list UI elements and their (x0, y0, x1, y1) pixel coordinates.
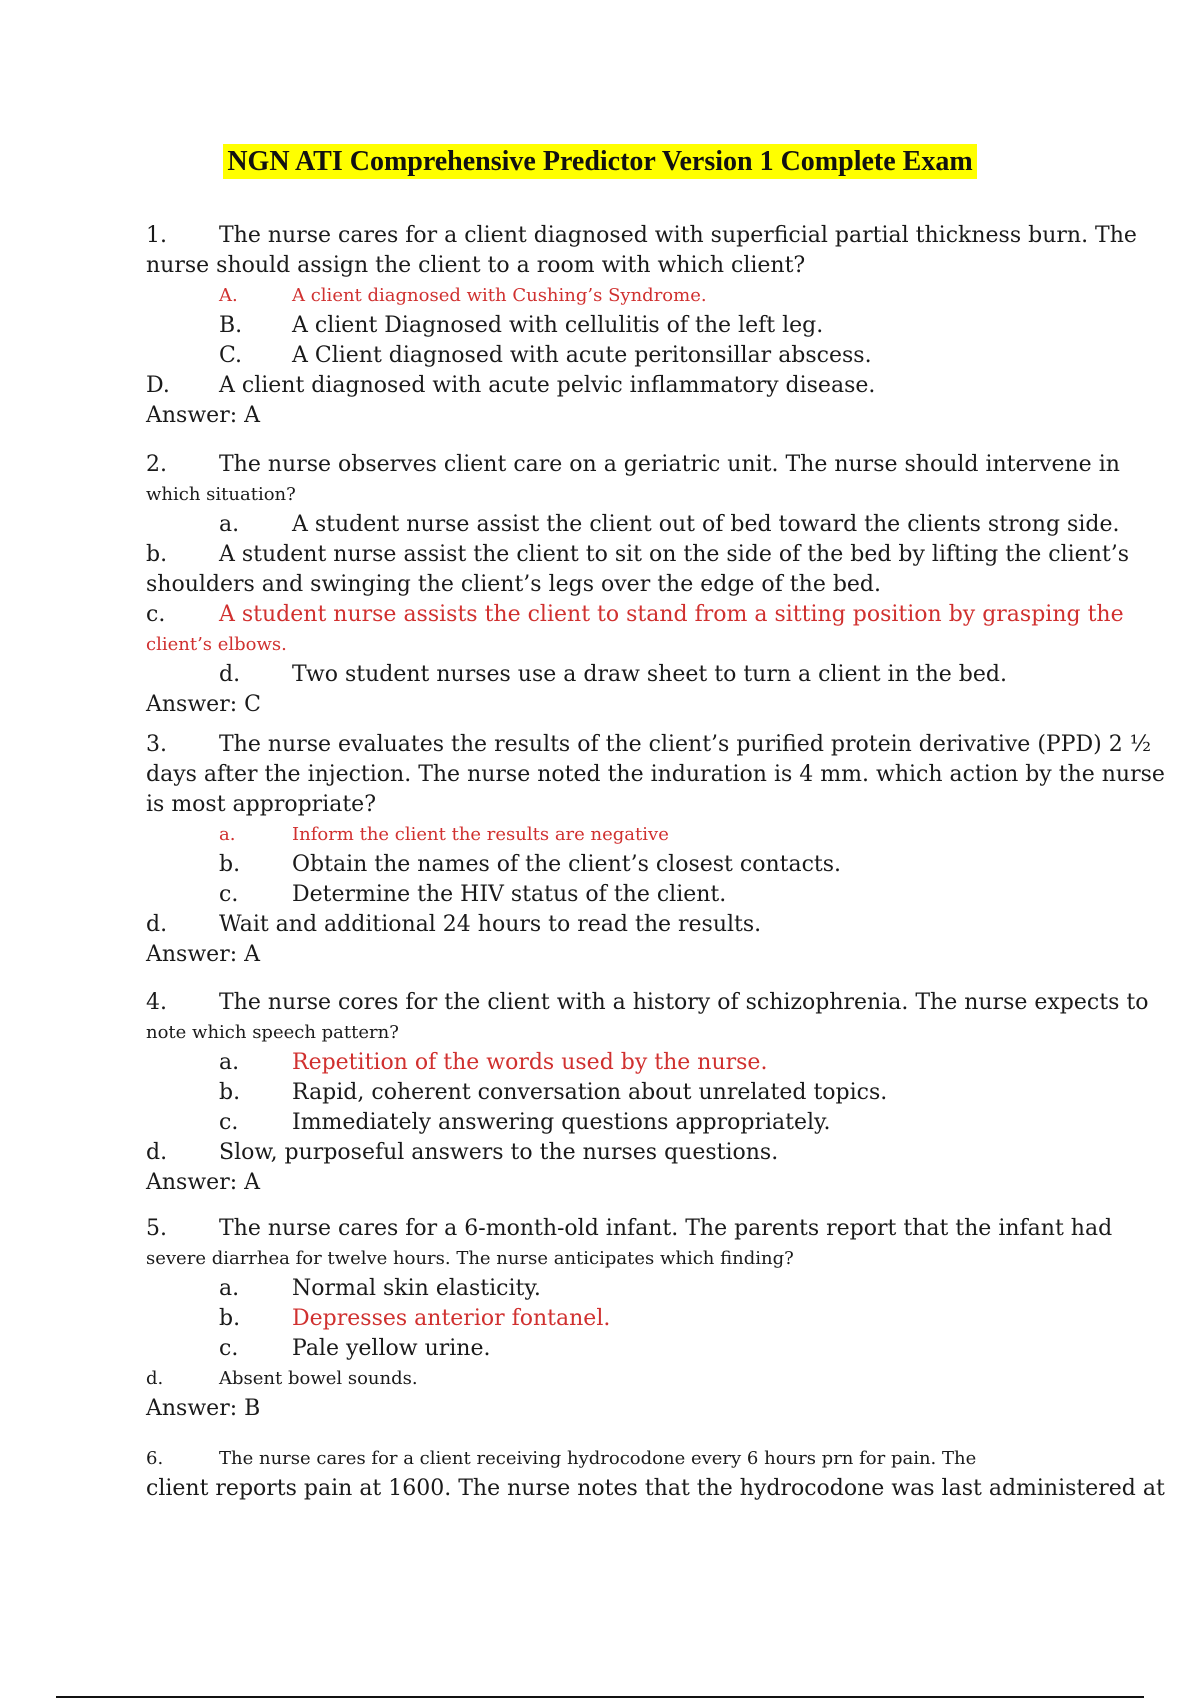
option-b: B. A client Diagnosed with cellulitis of the left leg. (219, 313, 824, 338)
question-number: 1. (146, 223, 167, 248)
option-b: b. A student nurse assist the client to sit on the side of the bed by lifting the client’s (146, 542, 1129, 567)
answer: Answer: B (146, 1396, 261, 1421)
question-1 (146, 221, 1137, 431)
footer-rule (56, 1696, 1144, 1698)
question-5 (146, 1214, 1113, 1424)
answer: Answer: A (146, 1170, 261, 1195)
question-stem: The nurse cores for the client with a history of schizophrenia. The nurse expects to (219, 990, 1149, 1015)
question-number: 6. (146, 1448, 164, 1469)
question-stem: The nurse cares for a 6-month-old infant. The parents report that the infant had (219, 1216, 1113, 1241)
question-stem-cont: nurse should assign the client to a room with which client? (146, 253, 806, 278)
option-c: c. Pale yellow urine. (219, 1336, 491, 1361)
option-b-cont: shoulders and swinging the client’s legs over the edge of the bed. (146, 572, 882, 597)
option-d: d. Absent bowel sounds. (146, 1368, 418, 1389)
exam-title-container (0, 146, 1200, 178)
question-number: 2. (146, 452, 167, 477)
question-stem-cont: note which speech pattern? (146, 1022, 399, 1043)
question-3 (146, 730, 1165, 970)
option-a: A. A client diagnosed with Cushing’s Syndrome. (219, 285, 707, 306)
option-c: c. A student nurse assists the client to stand from a sitting position by grasping the (146, 602, 1124, 627)
answer: Answer: A (146, 403, 261, 428)
option-a: a. Inform the client the results are negative (219, 824, 669, 845)
question-number: 3. (146, 732, 167, 757)
question-2 (146, 450, 1129, 720)
question-number: 5. (146, 1216, 167, 1241)
question-stem: The nurse cares for a client receiving hydrocodone every 6 hours prn for pain. The (219, 1448, 977, 1469)
answer: Answer: C (146, 692, 261, 717)
option-b: b. Rapid, coherent conversation about unrelated topics. (219, 1080, 888, 1105)
option-b: b. Obtain the names of the client’s closest contacts. (219, 852, 842, 877)
option-a: a. Normal skin elasticity. (219, 1276, 541, 1301)
option-d: d. Wait and additional 24 hours to read the results. (146, 912, 762, 937)
question-stem-cont: which situation? (146, 484, 296, 505)
option-a: a. A student nurse assist the client out of bed toward the clients strong side. (219, 512, 1120, 537)
question-stem: The nurse evaluates the results of the client’s purified protein derivative (PPD) 2 ½ (219, 732, 1152, 757)
option-c: C. A Client diagnosed with acute peritonsillar abscess. (219, 343, 872, 368)
option-b: b. Depresses anterior fontanel. (219, 1306, 611, 1331)
option-d: d. Slow, purposeful answers to the nurses questions. (146, 1140, 779, 1165)
question-4 (146, 988, 1149, 1198)
question-stem-cont-2: is most appropriate? (146, 792, 377, 817)
question-stem: The nurse cares for a client diagnosed with superficial partial thickness burn. The (219, 223, 1137, 248)
question-stem: The nurse observes client care on a geriatric unit. The nurse should intervene in (219, 452, 1120, 477)
exam-title: NGN ATI Comprehensive Predictor Version 1 Complete Exam (223, 144, 976, 179)
question-stem-cont: client reports pain at 1600. The nurse notes that the hydrocodone was last administered at (146, 1476, 1165, 1501)
question-number: 4. (146, 990, 167, 1015)
question-stem-cont: severe diarrhea for twelve hours. The nurse anticipates which finding? (146, 1248, 794, 1269)
option-c: c. Immediately answering questions appropriately. (219, 1110, 831, 1135)
question-6 (146, 1444, 1165, 1504)
option-a: a. Repetition of the words used by the nurse. (219, 1050, 768, 1075)
answer: Answer: A (146, 942, 261, 967)
option-d: d. Two student nurses use a draw sheet to turn a client in the bed. (219, 662, 1007, 687)
option-d: D. A client diagnosed with acute pelvic inflammatory disease. (146, 373, 876, 398)
option-c-cont: client’s elbows. (146, 634, 287, 655)
option-c: c. Determine the HIV status of the client. (219, 882, 727, 907)
question-stem-cont: days after the injection. The nurse noted the induration is 4 mm. which action by the nurse (146, 762, 1165, 787)
